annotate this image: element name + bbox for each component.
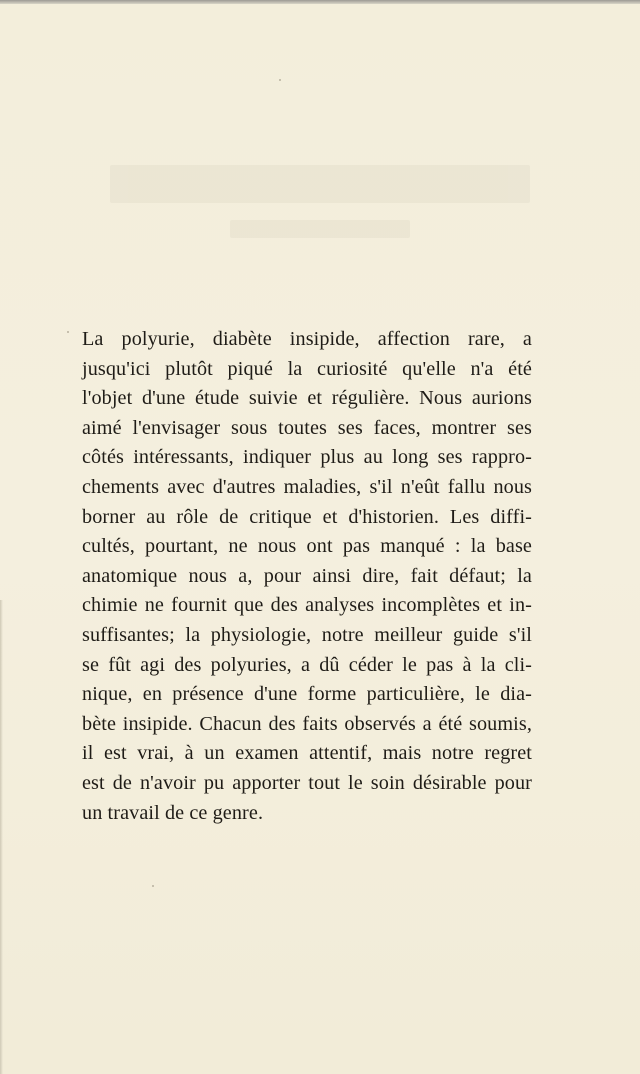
text-line: jusqu'ici plutôt piqué la curiosité qu'elle n'a été (82, 357, 532, 380)
text-line: se fût agi des polyuries, a dû céder le pas à la cli- (82, 653, 532, 676)
paper-speck (152, 885, 154, 887)
text-line: suffisantes; la physiologie, notre meilleur guide s'il (82, 623, 532, 646)
text-line: chimie ne fournit que des analyses incomplètes et in- (82, 594, 532, 617)
text-line: aimé l'envisager sous toutes ses faces, montrer ses (82, 416, 532, 439)
text-line: La polyurie, diabète insipide, affection rare, a (82, 328, 532, 350)
body-paragraph (82, 325, 532, 828)
page-top-edge (0, 0, 640, 4)
text-line: il est vrai, à un examen attentif, mais notre regret (82, 742, 532, 765)
text-line: l'objet d'une étude suivie et régulière. Nous aurions (82, 387, 532, 410)
text-line: un travail de ce genre. (82, 801, 264, 824)
paper-speck (279, 79, 281, 81)
paper-speck (67, 331, 69, 333)
text-line: bète insipide. Chacun des faits observés a été soumis, (82, 712, 532, 735)
text-line: anatomique nous a, pour ainsi dire, fait défaut; la (82, 564, 532, 587)
page-left-edge (0, 600, 3, 1074)
text-line: est de n'avoir pu apporter tout le soin désirable pour (82, 771, 532, 794)
text-line: chements avec d'autres maladies, s'il n'eût fallu nous (82, 475, 532, 498)
text-line: nique, en présence d'une forme particulière, le dia- (82, 683, 532, 706)
text-line: cultés, pourtant, ne nous ont pas manqué : la base (82, 535, 532, 558)
text-line: côtés intéressants, indiquer plus au long ses rappro- (82, 446, 532, 469)
text-line: borner au rôle de critique et d'historien. Les diffi- (82, 505, 532, 528)
show-through-heading (110, 165, 530, 245)
